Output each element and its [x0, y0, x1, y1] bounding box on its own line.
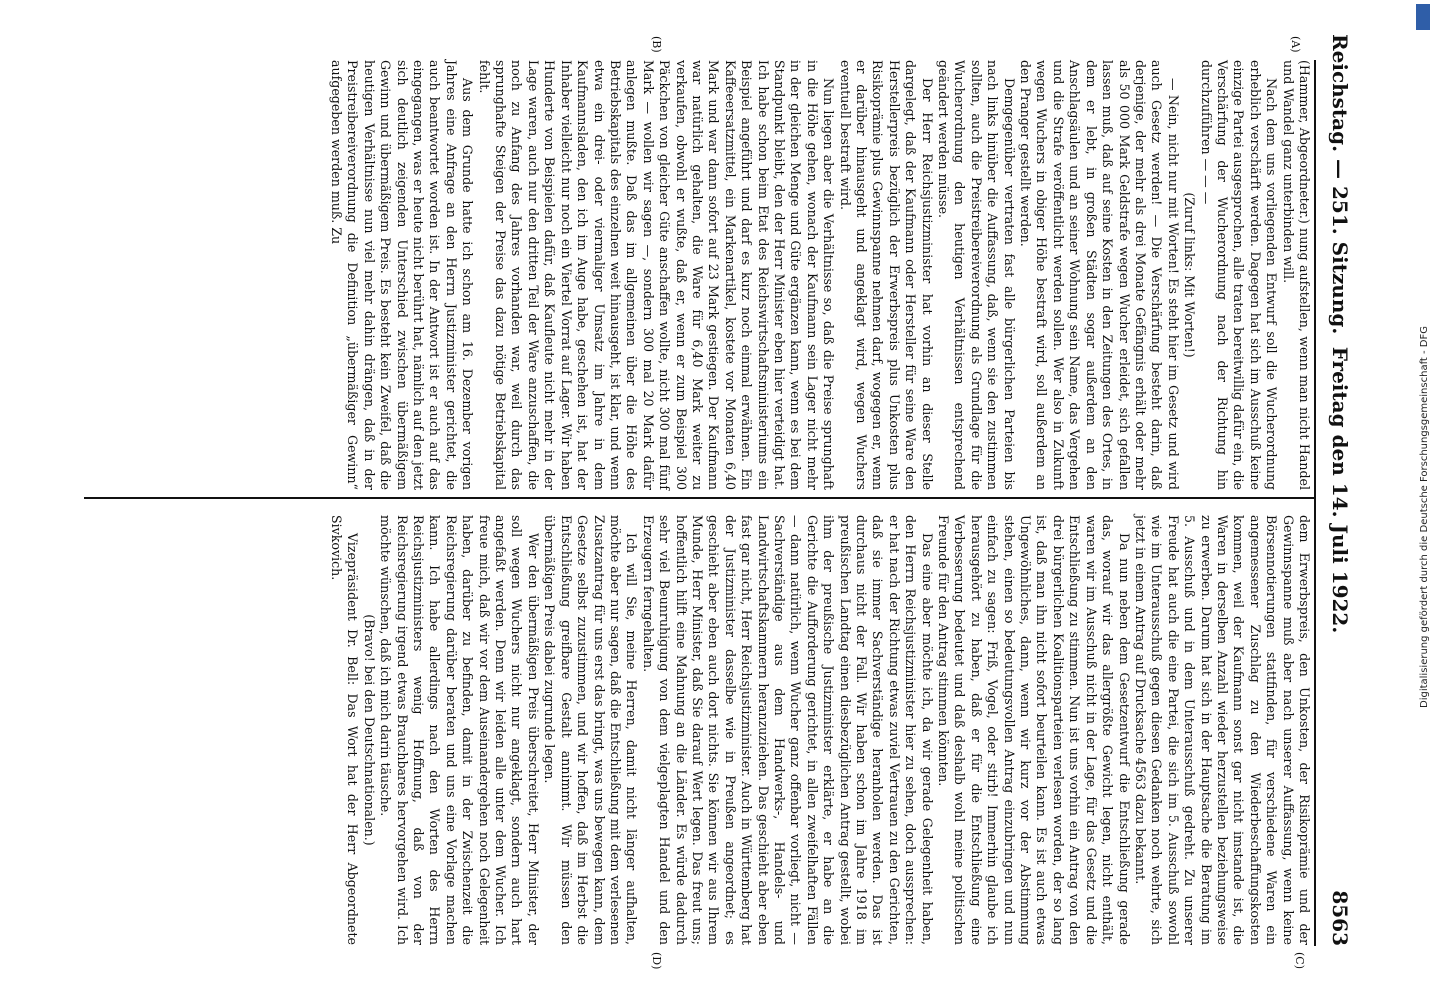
interjection: (Zuruf links: Mit Worten!) [1182, 192, 1198, 358]
column-divider [84, 497, 1314, 499]
margin-mark-a: (A) [1289, 36, 1302, 53]
margin-mark-c: (C) [1293, 952, 1306, 969]
interjection: (Bravo! bei den Deutschnationalen.) [361, 614, 377, 846]
paragraph: dem Erwerbspreis, den Unkosten, der Risikoprämie und der Gewinnspanne muß aber nach unserer Auffassung, wenn keine Börsennotierungen stattfinden, für verschiedene Waren ein angemessener Zuschlag zu den Wiederbeschaffungskosten kommen, weil der Kaufmann sonst gar nicht imstande ist, die Waren in derselben Anzahl wieder herzustellen beziehungsweise zu erwerben. Darum hat sich in der Hauptsache die Beratung im 5. Ausschuß und in dem Unterausschuß gedreht. Zu unserer Freude hat auch die eine Partei, die sich im 5. Ausschuß sowohl wie im Unterausschuß gegen diesen Gedanken noch wehrte, sich jetzt in einem Antrag auf Drucksache 4563 dazu bekannt. [1132, 515, 1312, 945]
header-rule [1314, 60, 1316, 946]
left-column [328, 60, 1312, 490]
paragraph: Das eine aber möchte ich, da wir gerade Gelegenheit haben, den Herrn Reichsjustizminister hier zu sehen, doch aussprechen: er hat nach der Richtung etwas zuviel Vertrauen zu den Gerichten, daß sie immer Sachverständige heranholen werden. Das ist durchaus nicht der Fall. Wir haben schon im Jahre 1918 im preußischen Landtag einen diesbezüglichen Antrag gestellt, wobei ihm der preußische Justizminister erklärte, er habe an die Gerichte die Aufforderung gerichtet, in allen zweifelhaften Fällen — dann natürlich, wenn Wucher ganz offenbar vorliegt, nicht — Sachverständige aus dem Handwerks-, Handels- und Landwirtschaftskammern heranzuziehen. Das geschieht aber eben fast gar nicht, Herr Reichsjustizminister. Auch in Württemberg hat der Justizminister dasselbe wie in Preußen angeordnet; es geschieht aber eben auch dort nichts. Sie können wir aus Ihrem Munde, Herr Minister, daß Sie darauf Wert legen. Das freut uns; hoffentlich hilft eine Mahnung an die Länder. Es würde dadurch sehr viel Beunruhigung von dem vielgeplagten Handel und den Erzeugern ferngehalten. [640, 515, 935, 945]
funding-note-text: Digitalisierung gefördert durch die Deutsche Forschungsgemeinschaft - DFG [1419, 325, 1430, 708]
paragraph: Demgegenüber vertraten fast alle bürgerlichen Parteien bis nach links hinüber die Auffassung, daß, wenn sie den zustimmen sollten, auch die Preistreibereiverordnung als Grundlage für die Wucherordnung den heutigen Verhältnissen entsprechend geändert werden müsse. [936, 60, 1017, 490]
header-date: Freitag den 14. Juli 1922. [1328, 346, 1352, 634]
paragraph: Nach dem uns vorliegenden Entwurf soll die Wucherordnung erheblich verschärft werden. Dagegen hat sich im Ausschuß keine einzige Partei ausgesprochen, alle traten bereitwillig dafür ein, die Verschärfung der Wucherordnung nach der Richtung hin durchzuführen — — — [1198, 60, 1280, 490]
funding-note [1416, 8, 1434, 998]
paragraph: Der Herr Reichsjustizminister hat vorhin an dieser Stelle dargelegt, daß der Kaufmann oder Hersteller für seine Ware den Herstellerpreis bezüglich der Erwerbspreis plus Unkosten plus Risikoprämie plus Gewinnspanne nehmen darf, wogegen er, wenn er darüber hinausgeht und angeklagt wird, wegen Wuchers eventuell bestraft wird. [837, 60, 935, 490]
page-header [1322, 34, 1352, 946]
header-left: Reichstag. — 251. Sitzung. [1328, 34, 1352, 335]
paragraph: Da nun neben dem Gesetzentwurf die Entschließung gerade das, worauf wir das allergrößte Gewicht legen, nicht enthält, waren wir im Ausschuß nicht in der Lage, für das Gesetz und die Entschließung zu stimmen. Nun ist uns vorhin ein Antrag von den drei bürgerlichen Koalitionsparteien verlesen worden, der so lang ist, daß man ihn nicht sofort beurteilen kann. Es ist auch etwas Ungewöhnliches, dann, wenn wir kurz vor der Abstimmung stehen, einen so bedeutungsvollen Antrag einzubringen und nun einfach zu sagen: Friß, Vogel, oder stirb! Immerhin glaube ich herausgehört zu haben, daß er für die Entschließung eine Verbesserung bedeutet und daß deshalb wohl meine politischen Freunde für den Antrag stimmen könnten. [936, 515, 1132, 945]
paragraph: Nun liegen aber die Verhältnisse so, daß die Preise sprunghaft in die Höhe gehen, wonach der Kaufmann sein Lager nicht mehr in der gleichen Menge und Güte ergänzen kann, wenn es bei dem Standpunkt bleibt, den der Herr Minister eben hier verteidigt hat. Ich habe schon beim Etat des Reichswirtschaftsministeriums ein Beispiel angeführt und darf es kurz noch einmal erwähnen. Ein Kaffeeersatzmittel, ein Markenartikel, kostete vor Monaten 6,40 Mark und war dann sofort auf 23 Mark gestiegen. Der Kaufmann war natürlich gehalten, die Ware für 6,40 Mark weiter zu verkaufen, obwohl er wußte, daß er, wenn er zum Beispiel 300 Päckchen von gleicher Güte anschaffen wollte, nicht 300 mal fünf Mark — wollen wir sagen —, sondern 300 mal 20 Mark dafür anlegen mußte. Daß das im allgemeinen über die Höhe des Betriebskapitals des einzelnen weit hinausgeht, ist klar, und wenn etwa ein drei- oder viermaliger Umsatz im Jahre in dem Kaufmannsladen, den ich im Auge habe, geschehen ist, hat der Inhaber vielleicht nur noch ein Viertel Vorrat auf Lager. Wir haben Hunderte von Beispielen dafür, daß Kaufleute nicht mehr in der Lage waren, auch nur den dritten Teil der Ware anzuschaffen, die noch zu Anfang des Jahres vorhanden war, weil durch das sprunghafte Steigen der Preise das dazu nötige Betriebskapital fehlt. [476, 60, 837, 490]
paragraph: Aus dem Grunde hatte ich schon am 16. Dezember vorigen Jahres eine Anfrage an den Herrn Justizminister gerichtet, die auch beantwortet worden ist. In der Antwort ist er auch auf das eingegangen, was er heute nicht berührt hat, nämlich auf den jetzt sich deutlich zeigenden Unterschied zwischen übermäßigem Gewinn und übermäßigem Preis. Es besteht kein Zweifel, daß die heutigen Verhältnisse nun viel mehr dahin drängen, daß in der Preistreibereiverordnung die Definition „übermäßiger Gewinn“ aufgegeben werden muß. Zu [329, 60, 476, 490]
paragraph: Vizepräsident Dr. Bell: Das Wort hat der Herr Abgeordnete Sivkovich. [329, 515, 361, 945]
paragraph: (Hammer, Abgeordneter.) nung aufstellen, wenn man nicht Handel und Wandel ganz unterbinden will. [1280, 60, 1312, 490]
right-column [328, 515, 1312, 945]
margin-mark-b: (B) [650, 36, 663, 53]
paragraph: Wer den übermäßigen Preis überschreitet, Herr Minister, der soll wegen Wuchers nicht nur angeklagt, sondern auch hart angefaßt werden. Denn wir leiden alle unter dem Wucher. Ich freue mich, daß wir vor dem Auseinandergehen noch Gelegenheit haben, darüber zu befinden, damit in der Zwischenzeit die Reichsregierung darüber beraten und uns eine Vorlage machen kann. Ich habe allerdings nach den Worten des Herrn Reichsjustizministers wenig Hoffnung, daß von der Reichsregierung irgend etwas Brauchbares hervorgehen wird. Ich möchte wünschen, daß ich mich darin täusche. [378, 515, 541, 945]
rotated-page [18, 0, 1398, 1000]
margin-mark-d: (D) [650, 952, 663, 970]
paragraph: — Nein, nicht nur mit Worten! Es steht hier im Gesetz und wird auch Gesetz werden! — Die Verschärfung besteht darin, daß derjenige, der mehr als drei Monate Gefängnis erhält oder mehr als 50 000 Mark Geldstrafe wegen Wucher erleidet, sich gefallen lassen muß, daß auf seine Kosten in den Zeitungen des Ortes, in dem er lebt, in großen Städten sogar außerdem an den Anschlagsäulen und an seiner Wohnung sein Name, das Vergehen und die Strafe veröffentlicht werden sollen. Wer also in Zukunft wegen Wuchers in obiger Höhe bestraft wird, soll außerdem an den Pranger gestellt werden. [1018, 60, 1181, 490]
page-number: 8563 [1328, 890, 1352, 946]
paragraph: Ich will Sie, meine Herren, damit nicht länger aufhalten, möchte aber nur sagen, daß die Entschließung mit dem verlesenen Zusatzantrag für uns erst das bringt, was uns bewegen kann, dem Gesetze selbst zuzustimmen, und wir hoffen, daß im Herbst die Entschließung greifbare Gestalt annimmt. Wir müssen den übermäßigen Preis dabei zugrunde legen. [542, 515, 640, 945]
